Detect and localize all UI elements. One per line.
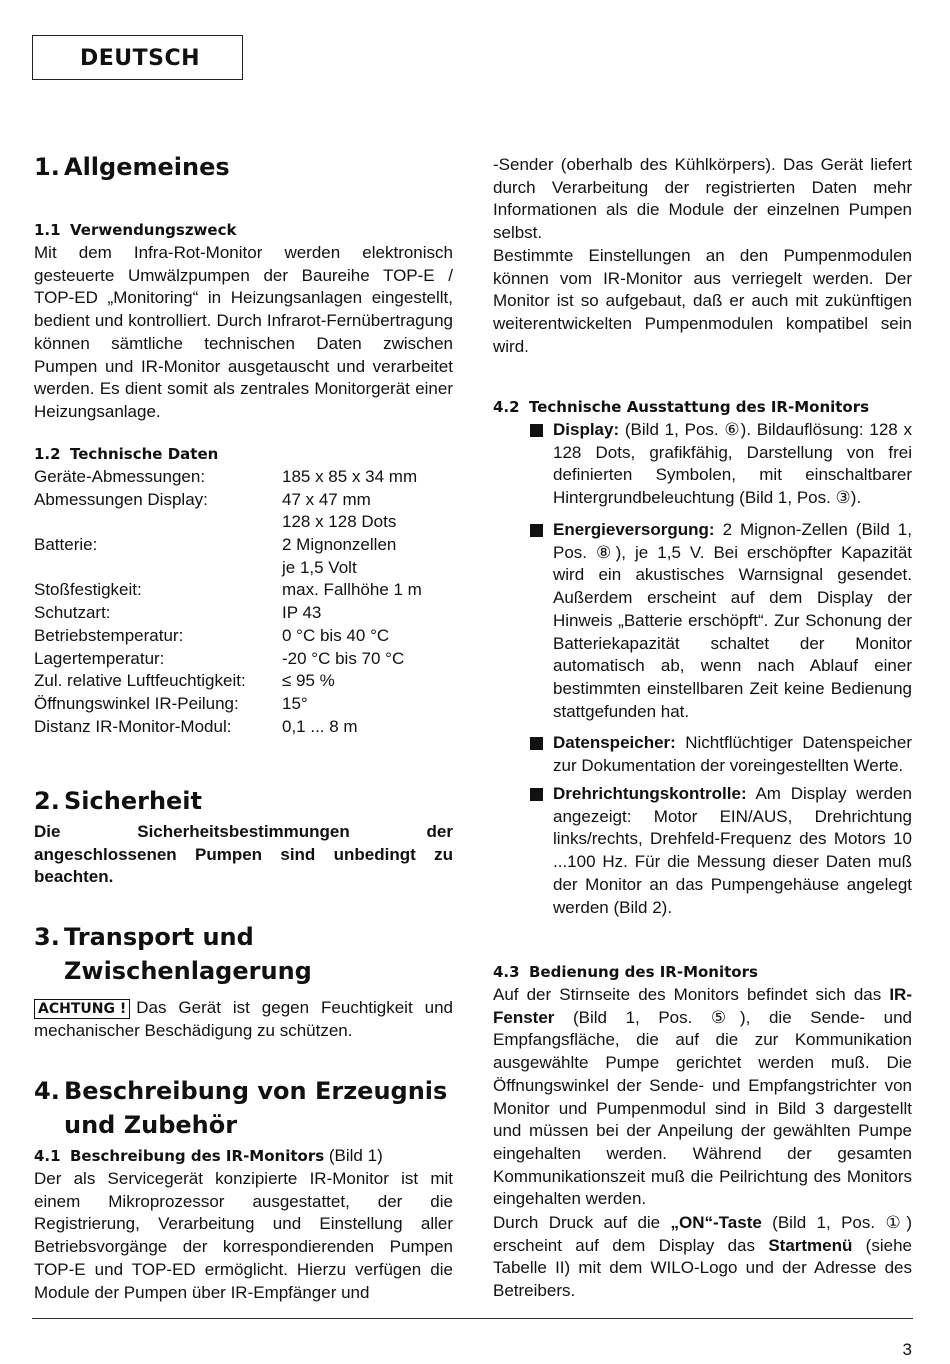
- language-label: DEUTSCH: [32, 35, 243, 80]
- paragraph-verwendungszweck: Mit dem Infra-Rot-Monitor werden elektronisch gesteuerte Umwälzpumpen der Baureihe TOP-E / TOP-ED „Monitoring“ in Heizungsanlagen eingestellt, bedient und kontrolliert. Durch Infrarot-Fernübertragung können sämtliche technischen Daten zwischen Pumpen und IR-Monitor ausgetauscht und verarbeitet werden. Es dient somit als zentrales Monitorgerät einer Heizungsanlage.: [34, 243, 453, 421]
- bullet-square-icon: [530, 788, 543, 801]
- section-3-heading: 3. Transport und: [34, 923, 254, 951]
- paragraph-bedienung: Auf der Stirnseite des Monitors befindet sich das IR-Fenster (Bild 1, Pos. ⑤), die Sende- und Empfangsfläche, die auf die zur Kommunikation ausgewählte Pumpe gerichtet werden muß. Die Öffnungswinkel der Sende- und Empfangstrichter von Monitor und Pumpenmodul sind in Bild 3 dargestellt und müssen bei der Anpeilung der gewählten Pumpe eingehalten werden. Während der gesamten Kommunikationszeit muß die Peilrichtung des Monitors eingehalten werden.: [493, 985, 912, 1209]
- spec-row: Zul. relative Luftfeuchtigkeit: ≤ 95 %: [34, 671, 335, 691]
- warning-badge: ACHTUNG !: [34, 999, 130, 1019]
- section-2-heading: 2. Sicherheit: [34, 787, 202, 815]
- paragraph-sicherheit: Die Sicherheitsbestimmungen der angeschlossenen Pumpen sind unbedingt zu beachten.: [34, 822, 453, 887]
- section-1-heading: 1. Allgemeines: [34, 153, 230, 181]
- page-number: 3: [902, 1340, 912, 1359]
- spec-row: 128 x 128 Dots: [282, 512, 397, 532]
- spec-row: Geräte-Abmessungen: 185 x 85 x 34 mm: [34, 467, 418, 486]
- footer-divider: [32, 1318, 913, 1319]
- spec-row: Schutzart: IP 43: [34, 603, 322, 623]
- spec-row: Abmessungen Display: 47 x 47 mm: [34, 489, 371, 509]
- subsection-4-2-heading: 4.2 Technische Ausstattung des IR-Monitors: [493, 398, 870, 416]
- paragraph-transport: ACHTUNG ! Das Gerät ist gegen Feuchtigkeit und mechanischer Beschädigung zu schützen.: [34, 998, 453, 1040]
- bullet-square-icon: [530, 424, 543, 437]
- paragraph-einstellungen: Bestimmte Einstellungen an den Pumpenmodulen können vom IR-Monitor aus verriegelt werden. Der Monitor ist so aufgebaut, daß er auch mit zukünftigen weiterentwickelten Pumpenmodulen kompatibel sein wird.: [493, 246, 912, 356]
- section-4-heading: 4. Beschreibung von Erzeugnis: [34, 1077, 448, 1105]
- spec-row: Öffnungswinkel IR-Peilung: 15°: [34, 693, 308, 713]
- spec-row: Batterie: 2 Mignonzellen: [34, 535, 397, 555]
- subsection-1-1-heading: 1.1 Verwendungszweck: [34, 221, 237, 239]
- tech-data-table: [34, 466, 422, 738]
- spec-row: Lagertemperatur: -20 °C bis 70 °C: [34, 648, 405, 668]
- bullet-square-icon: [530, 737, 543, 750]
- section-3-heading-line2: Zwischenlagerung: [64, 957, 312, 985]
- section-4-heading-line2: und Zubehör: [64, 1111, 238, 1139]
- spec-row: Stoßfestigkeit: max. Fallhöhe 1 m: [34, 580, 422, 600]
- spec-row: Distanz IR-Monitor-Modul: 0,1 ... 8 m: [34, 716, 358, 736]
- subsection-4-1-heading: 4.1 Beschreibung des IR-Monitors (Bild 1): [34, 1146, 383, 1165]
- bullet-square-icon: [530, 524, 543, 537]
- subsection-4-3-heading: 4.3 Bedienung des IR-Monitors: [493, 963, 758, 981]
- spec-row: Betriebstemperatur: 0 °C bis 40 °C: [34, 625, 390, 645]
- paragraph-beschreibung-cont: -Sender (oberhalb des Kühlkörpers). Das Gerät liefert durch Verarbeitung der registrierten Daten mehr Informationen als die Module der einzelnen Pumpen selbst.: [493, 155, 912, 243]
- subsection-1-2-heading: 1.2 Technische Daten: [34, 445, 219, 463]
- paragraph-on-taste: Durch Druck auf die „ON“-Taste (Bild 1, Pos. ①) erscheint auf dem Display das Startmenü (siehe Tabelle II) mit dem WILO-Logo und der Adresse des Betreibers.: [493, 1213, 912, 1301]
- spec-row: je 1,5 Volt: [282, 557, 357, 577]
- paragraph-beschreibung: Der als Servicegerät konzipierte IR-Monitor ist mit einem Mikroprozessor ausgestattet, der die Registrierung, Verarbeitung und Einstellung aller Betriebsvorgänge der korrespondierenden Pumpen TOP-E und TOP-ED ermöglicht. Hierzu verfügen die Module der Pumpen über IR-Empfänger und: [34, 1169, 453, 1302]
